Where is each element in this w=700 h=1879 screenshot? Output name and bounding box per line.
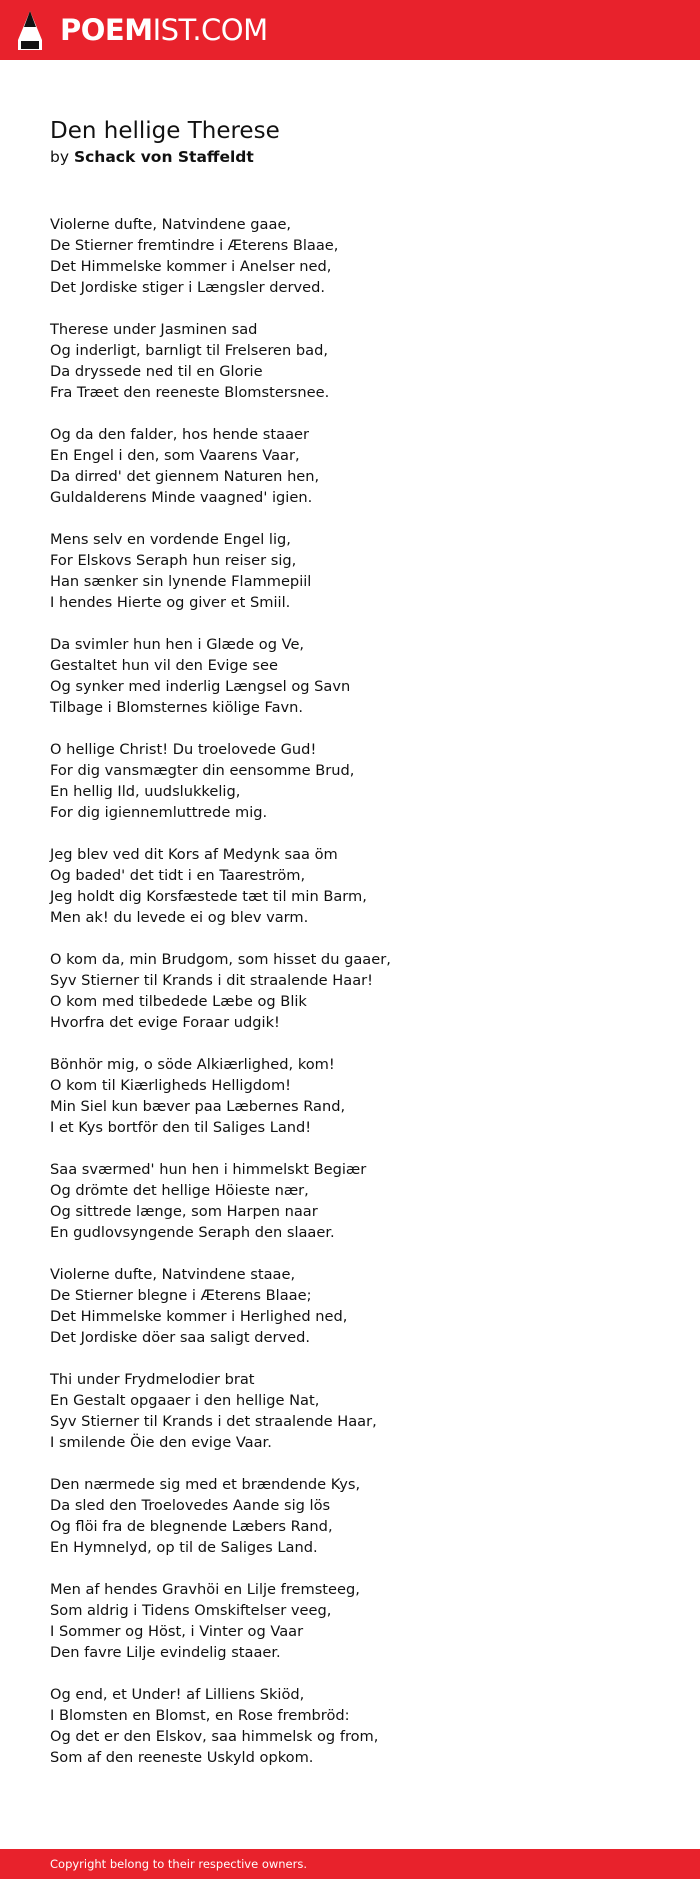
poem-line: Men af hendes Gravhöi en Lilje fremsteeg, — [50, 1581, 360, 1598]
poem-line: Og synker med inderlig Længsel og Savn — [50, 678, 351, 695]
poem-line: Men ak! du levede ei og blev varm. — [50, 909, 309, 926]
logo-text-light: IST.COM — [152, 12, 268, 47]
poem-line: En hellig Ild, uudslukkelig, — [50, 783, 241, 800]
poem-line: Min Siel kun bæver paa Læbernes Rand, — [50, 1098, 346, 1115]
poem-line: Jeg holdt dig Korsfæstede tæt til min Barm, — [50, 888, 367, 905]
poem-line: Mens selv en vordende Engel lig, — [50, 531, 291, 548]
logo-text-bold: POEM — [60, 12, 153, 47]
site-header — [0, 0, 700, 60]
poem-line: Thi under Frydmelodier brat — [50, 1371, 255, 1388]
poem-line: Og drömte det hellige Höieste nær, — [50, 1182, 309, 1199]
poem-line: I smilende Öie den evige Vaar. — [50, 1434, 272, 1451]
poem-line: Violerne dufte, Natvindene gaae, — [50, 216, 292, 233]
poem-line: I Blomsten en Blomst, en Rose frembröd: — [50, 1707, 350, 1724]
poem-line: Hvorfra det evige Foraar udgik! — [50, 1014, 280, 1031]
poem-line: For dig igiennemluttrede mig. — [50, 804, 268, 821]
poem-line: Og baded' det tidt i en Taareström, — [50, 867, 306, 884]
poem-line: Og det er den Elskov, saa himmelsk og from, — [50, 1728, 379, 1745]
stanza — [50, 1264, 670, 1348]
stanza — [50, 739, 670, 823]
stanza — [50, 529, 670, 613]
stanza — [50, 1684, 670, 1768]
poem-line: Og flöi fra de blegnende Læbers Rand, — [50, 1518, 333, 1535]
stanza — [50, 214, 670, 298]
site-logo-text — [60, 12, 268, 47]
poem-line: Guldalderens Minde vaagned' igien. — [50, 489, 313, 506]
poem-line: Syv Stierner til Krands i det straalende Haar, — [50, 1413, 377, 1430]
poem-line: Den favre Lilje evindelig staaer. — [50, 1644, 281, 1661]
poem-line: Syv Stierner til Krands i dit straalende Haar! — [50, 972, 374, 989]
stanza — [50, 1159, 670, 1243]
poem-line: En Hymnelyd, op til de Saliges Land. — [50, 1539, 318, 1556]
poem-line: De Stierner blegne i Æterens Blaae; — [50, 1287, 312, 1304]
poem-line: Tilbage i Blomsternes kiölige Favn. — [50, 699, 304, 716]
poem-line: Og end, et Under! af Lilliens Skiöd, — [50, 1686, 305, 1703]
poem-line: I et Kys bortför den til Saliges Land! — [50, 1119, 312, 1136]
poem-line: Den nærmede sig med et brændende Kys, — [50, 1476, 361, 1493]
stanza — [50, 634, 670, 718]
poem-line: Han sænker sin lynende Flammepiil — [50, 573, 312, 590]
poem-line: For dig vansmægter din eensomme Brud, — [50, 762, 355, 779]
poem-line: O kom da, min Brudgom, som hisset du gaaer, — [50, 951, 391, 968]
poem-line: En Gestalt opgaaer i den hellige Nat, — [50, 1392, 320, 1409]
poem-line: En gudlovsyngende Seraph den slaaer. — [50, 1224, 335, 1241]
poem-line: En Engel i den, som Vaarens Vaar, — [50, 447, 300, 464]
stanza — [50, 424, 670, 508]
poem-line: Og inderligt, barnligt til Frelseren bad, — [50, 342, 328, 359]
copyright-notice: Copyright belong to their respective owners. — [50, 1857, 308, 1871]
site-logo[interactable] — [0, 0, 268, 60]
poem-line: Det Himmelske kommer i Anelser ned, — [50, 258, 332, 275]
poem-line: Therese under Jasminen sad — [50, 321, 258, 338]
poem-line: Som aldrig i Tidens Omskiftelser veeg, — [50, 1602, 332, 1619]
poem-line: Det Jordiske döer saa saligt derved. — [50, 1329, 311, 1346]
stanza — [50, 319, 670, 403]
poem-line: Jeg blev ved dit Kors af Medynk saa öm — [50, 846, 338, 863]
site-footer — [0, 1849, 700, 1879]
poem-line: Og da den falder, hos hende staaer — [50, 426, 309, 443]
poem-line: Og sittrede længe, som Harpen naar — [50, 1203, 318, 1220]
poem-line: Saa sværmed' hun hen i himmelskt Begiær — [50, 1161, 367, 1178]
poem-line: Violerne dufte, Natvindene staae, — [50, 1266, 296, 1283]
poem-content — [50, 116, 670, 1789]
poem-line: Gestaltet hun vil den Evige see — [50, 657, 278, 674]
poem-title: Den hellige Therese — [50, 118, 280, 144]
poem-line: De Stierner fremtindre i Æterens Blaae, — [50, 237, 339, 254]
poem-line: Fra Træet den reeneste Blomstersnee. — [50, 384, 330, 401]
poem-line: Som af den reeneste Uskyld opkom. — [50, 1749, 314, 1766]
by-label: by — [50, 148, 70, 166]
stanza — [50, 1474, 670, 1558]
pencil-tip-icon — [18, 10, 42, 50]
byline — [50, 146, 670, 168]
stanza — [50, 1579, 670, 1663]
poem-line: Da dryssede ned til en Glorie — [50, 363, 263, 380]
poem-line: Bönhör mig, o söde Alkiærlighed, kom! — [50, 1056, 335, 1073]
poem-line: For Elskovs Seraph hun reiser sig, — [50, 552, 297, 569]
stanza — [50, 1369, 670, 1453]
poem-line: Da sled den Troelovedes Aande sig lös — [50, 1497, 331, 1514]
poem-line: O kom til Kiærligheds Helligdom! — [50, 1077, 292, 1094]
stanza — [50, 1054, 670, 1138]
stanza — [50, 949, 670, 1033]
poem-line: Da svimler hun hen i Glæde og Ve, — [50, 636, 305, 653]
poem-author[interactable]: Schack von Staffeldt — [73, 148, 254, 166]
poem-line: Det Jordiske stiger i Længsler derved. — [50, 279, 325, 296]
poem-line: O hellige Christ! Du troelovede Gud! — [50, 741, 317, 758]
poem-line: Da dirred' det giennem Naturen hen, — [50, 468, 320, 485]
poem-line: I Sommer og Höst, i Vinter og Vaar — [50, 1623, 304, 1640]
poem-line: Det Himmelske kommer i Herlighed ned, — [50, 1308, 348, 1325]
stanza — [50, 844, 670, 928]
poem-line: I hendes Hierte og giver et Smiil. — [50, 594, 291, 611]
poem-line: O kom med tilbedede Læbe og Blik — [50, 993, 307, 1010]
poem-body — [50, 214, 670, 1768]
